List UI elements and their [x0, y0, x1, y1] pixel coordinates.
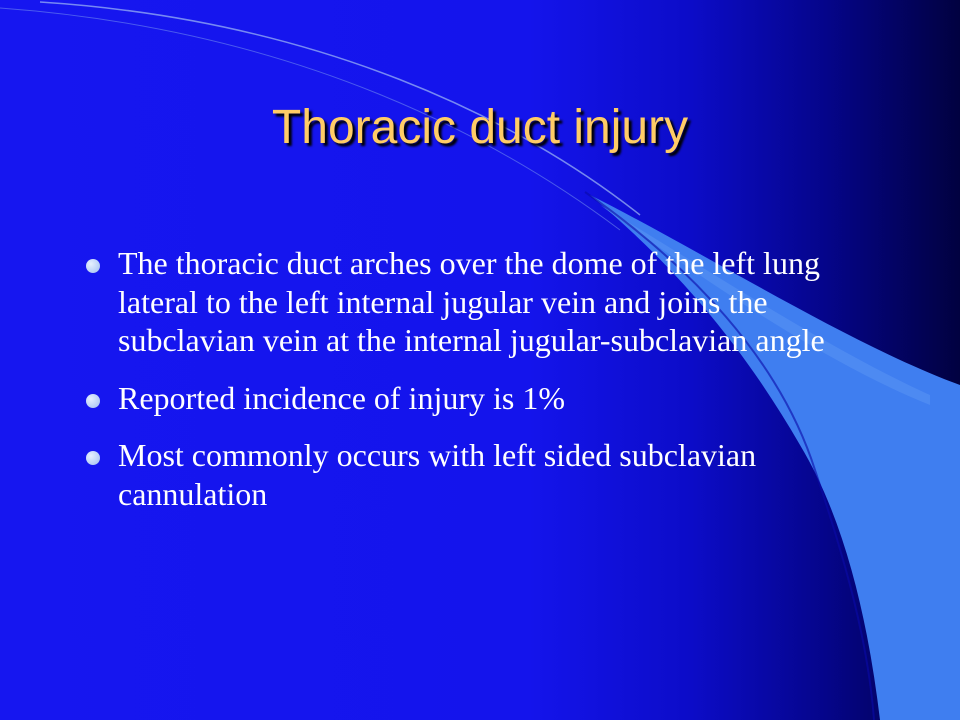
bullet-dot-icon [86, 451, 100, 465]
bullet-text: Reported incidence of injury is 1% [118, 379, 565, 416]
bullet-text: The thoracic duct arches over the dome of the left lung lateral to the left internal jugular vein and joins the subclavian vein at the internal jugular-subclavian angle [118, 245, 825, 358]
bullet-dot-icon [86, 394, 100, 408]
slide-title: Thoracic duct injury [271, 101, 689, 154]
bullet-item [86, 379, 886, 418]
bullet-item [86, 244, 886, 360]
bullet-dot-icon [86, 259, 100, 273]
bullet-list [86, 244, 886, 532]
bullet-text: Most commonly occurs with left sided subclavian cannulation [118, 437, 757, 512]
bullet-item [86, 436, 886, 513]
